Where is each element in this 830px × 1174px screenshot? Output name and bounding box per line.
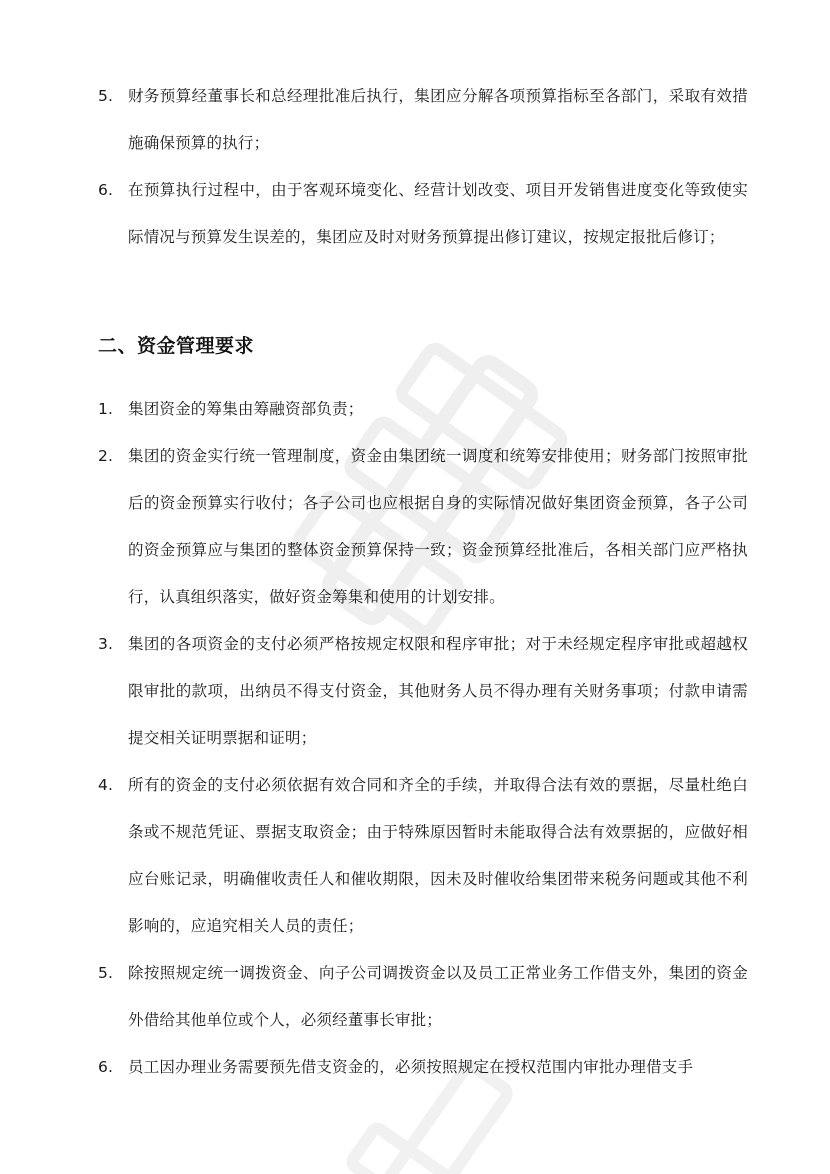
list-item-text: 所有的资金的支付必须依据有效合同和齐全的手续，并取得合法有效的票据，尽量杜绝白条或不规范凭证、票据支取资金；由于特殊原因暂时未能取得合法有效票据的，应做好相应台账记录，明确催收责任人和催收期限，因未及时催收给集团带来税务问题或其他不利影响的，应追究相关人员的责任； <box>128 776 748 935</box>
list-item <box>98 621 748 762</box>
list-item-text: 除按照规定统一调拨资金、向子公司调拨资金以及员工正常业务工作借支外，集团的资金外借给其他单位或个人，必须经董事长审批； <box>128 964 748 1029</box>
list-item-number: 1. <box>98 400 114 418</box>
list-item-text: 在预算执行过程中，由于客观环境变化、经营计划改变、项目开发销售进度变化等致使实际情况与预算发生误差的，集团应及时对财务预算提出修订建议，按规定报批后修订； <box>128 181 748 246</box>
list-item <box>98 762 748 950</box>
list-item <box>98 1044 748 1091</box>
list-item-text: 集团的资金实行统一管理制度，资金由集团统一调度和统筹安排使用；财务部门按照审批后的资金预算实行收付；各子公司也应根据自身的实际情况做好集团资金预算，各子公司的资金预算应与集团的整体资金预算保持一致；资金预算经批准后，各相关部门应严格执行，认真组织落实，做好资金筹集和使用的计划安排。 <box>128 447 748 606</box>
list-item-number: 6. <box>98 1058 114 1076</box>
list-item-text: 财务预算经董事长和总经理批准后执行，集团应分解各项预算指标至各部门，采取有效措施确保预算的执行； <box>128 87 748 152</box>
list-item <box>98 73 748 167</box>
list-item-text: 集团资金的筹集由筹融资部负责； <box>128 400 364 418</box>
section-heading: 二、资金管理要求 <box>98 335 255 357</box>
list-item-text: 员工因办理业务需要预先借支资金的，必须按照规定在授权范围内审批办理借支手 <box>128 1058 694 1076</box>
list-item-number: 5. <box>98 87 114 105</box>
list-item <box>98 433 748 621</box>
list-item-number: 2. <box>98 447 114 465</box>
list-item <box>98 386 748 433</box>
list-item-number: 6. <box>98 181 114 199</box>
list-item <box>98 950 748 1044</box>
list-item-text: 集团的各项资金的支付必须严格按规定权限和程序审批；对于未经规定程序审批或超越权限审批的款项，出纳员不得支付资金，其他财务人员不得办理有关财务事项；付款申请需提交相关证明票据和证明； <box>128 635 748 747</box>
list-item-number: 3. <box>98 635 114 653</box>
list-item-number: 4. <box>98 776 114 794</box>
list-item <box>98 167 748 308</box>
list-item-number: 5. <box>98 964 114 982</box>
